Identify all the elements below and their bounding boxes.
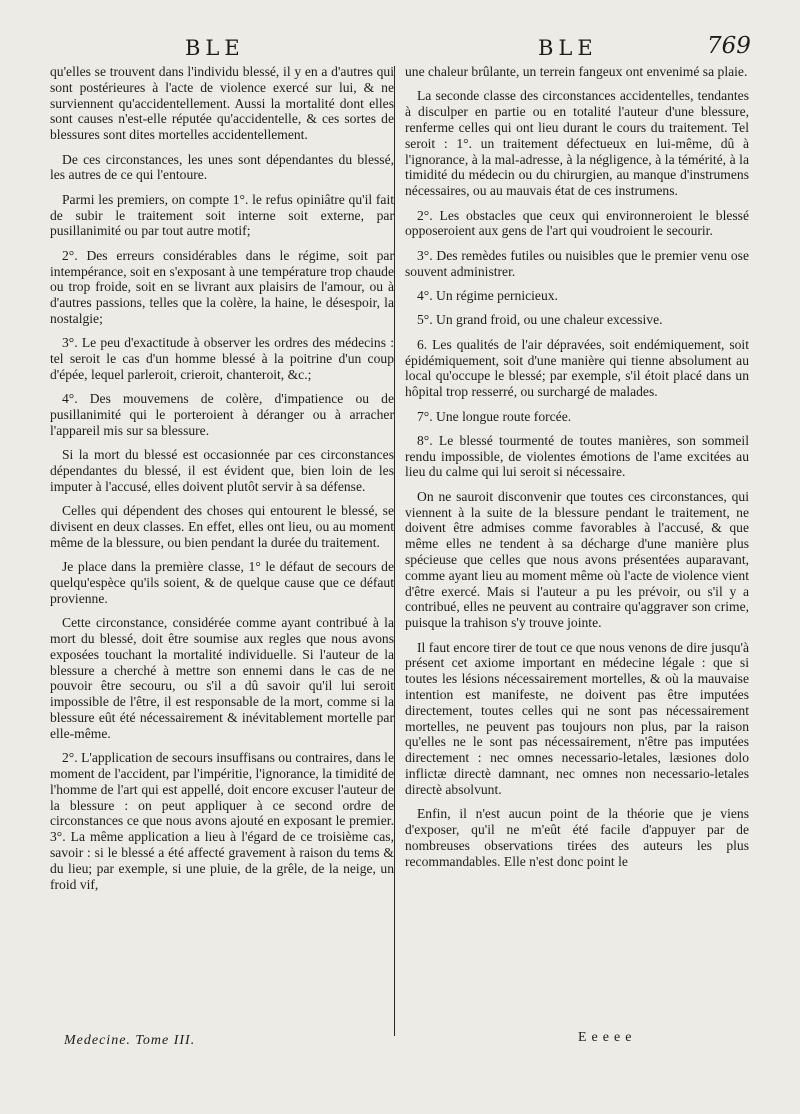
paragraph: De ces circonstances, les unes sont dépendantes du blessé, les autres de ce qui l'entoure. [50,151,394,183]
paragraph: 2°. Les obstacles que ceux qui environneroient le blessé opposeroient aux gens de l'art qui voudroient le secourir. [405,207,749,239]
paragraph: 3°. Des remèdes futiles ou nuisibles que le premier venu ose souvent administrer. [405,247,749,279]
paragraph: Si la mort du blessé est occasionnée par ces circonstances dépendantes du blessé, il est évident que, bien loin de les imputer à l'accusé, elles doivent plutôt servir à sa défense. [50,447,394,494]
left-column [50,64,394,901]
paragraph: 8°. Le blessé tourmenté de toutes manières, son sommeil rendu impossible, de violentes émotions de l'ame excitées au lieu du calme qui lui seroit si nécessaire. [405,432,749,480]
right-column [405,64,749,878]
paragraph: 4°. Des mouvemens de colère, d'impatience ou de pusillanimité qui le porteroient à déranger ou à arracher l'appareil mis sur sa blessure. [50,391,394,438]
paragraph: On ne sauroit disconvenir que toutes ces circonstances, qui viennent à la suite de la blessure pendant le traitement, ne doivent être admises comme favorables à l'accusé, & que même elles ne tendent à sa décharge d'une manière plus spécieuse que celles que nous avons présentées auparavant, comme ayant lieu au moment même où l'acte de violence vient d'être exercé. Mais si l'auteur a pu les prévoir, ou s'il y a contribué, elles ne peuvent au contraire qu'aggraver son crime, puisque la trahison s'y trouve jointe. [405,488,749,631]
paragraph: 2°. L'application de secours insuffisans ou contraires, dans le moment de l'accident, par l'impéritie, l'ignorance, la timidité de l'homme de l'art qui est appellé, doit encore excuser l'auteur de la blessure : on peut appliquer à ce second ordre de circonstances ce que nous avons ajouté en exposant le premier. 3°. La même application a lieu à l'égard de ce troisième cas, savoir : si le blessé a été affecté gravement à raison du tems & du lieu; par exemple, si une pluie, de la grêle, de la neige, un froid vif, [50,750,394,892]
paragraph: Je place dans la première classe, 1° le défaut de secours de quelqu'espèce qu'ils soient, & de quelque cause que ce défaut provienne. [50,559,394,606]
paragraph: La seconde classe des circonstances accidentelles, tendantes à disculper en partie ou en totalité l'auteur d'une blessure, renferme celles qui ont lieu durant le cours du traitement. Tel seroit : 1°. un traitement défectueux en lui-même, dû à l'ignorance, à la mal-adresse, à la négligence, à la témérité, à la timidité du médecin ou du chirurgien, au manque d'instrumens nécessaires, ou au mauvais état de ces instrumens. [405,88,749,199]
paragraph: 5°. Un grand froid, ou une chaleur excessive. [417,312,663,328]
right-running-head: BLE [538,36,598,60]
paragraph: 3°. Le peu d'exactitude à observer les ordres des médecins : tel seroit le cas d'un homme blessé à la poitrine d'un coup d'épée, lequel parleroit, crieroit, chanteroit, &c.; [50,335,394,382]
paragraph: 4°. Un régime pernicieux. [417,287,558,303]
paragraph: Parmi les premiers, on compte 1°. le refus opiniâtre qu'il fait de subir le traitement soit interne soit externe, par pusillanimité ou par tout autre motif; [50,191,394,239]
paragraph: qu'elles se trouvent dans l'individu blessé, il y en a d'autres qui sont postérieures à l'acte de violence exercé sur lui, & ne surviennent qu'accidentellement. Aussi la mortalité dont elles sont causes n'est-elle réputée qu'accidentelle, & ces sortes de blessures sont dites mortelles accidentellement. [50,64,394,143]
paragraph: Il faut encore tirer de tout ce que nous venons de dire jusqu'à présent cet axiome important en médecine légale : que si toutes les lésions nécessairement mortelles, & où la mauvaise intention est manifeste, ne doivent pas être imputées directement, toutes celles qui ne sont pas nécessairement mortelles, ne peuvent pas toujours non plus, par la raison qu'elles ne le sont pas nécessairement, n'être pas imputées directement : nec omnes necessario-letales, læsiones dolo inflictæ directè damnant, nec omnes non necessario-letales directè absolvunt. [405,639,749,797]
paragraph: 7°. Une longue route forcée. [417,408,572,424]
paragraph: 2°. Des erreurs considérables dans le régime, soit par intempérance, soit en s'exposant à une température trop chaude ou trop froide, soit en se livrant aux plaisirs de l'amour, ou à d'autres passions, telles que la colère, la haine, le désespoir, la nostalgie; [50,247,394,326]
paragraph: Celles qui dépendent des choses qui entourent le blessé, se divisent en deux classes. En effet, elles ont lieu, ou au moment même de la blessure, ou bien pendant la durée du traitement. [50,503,394,550]
volume-title: Medecine. Tome III. [64,1033,196,1048]
paragraph: une chaleur brûlante, un terrein fangeux ont envenimé sa plaie. [405,64,748,79]
signature-mark: Eeeee [578,1030,637,1045]
column-divider [394,66,395,1036]
paragraph: Enfin, il n'est aucun point de la théorie que je viens d'exposer, qu'il ne m'eût été facile d'appuyer par de nombreuses observations tirées des auteurs les plus recommandables. Elle n'est donc point le [405,806,749,869]
running-header [0,33,800,66]
paragraph: Cette circonstance, considérée comme ayant contribué à la mort du blessé, doit être soumise aux regles que nous avons exposées touchant la mortalité individuelle. Si l'auteur de la blessure a cherché à mettre son ennemi dans le cas de ne pouvoir être secouru, ou s'il a dû savoir qu'il lui seroit impossible de l'être, il est responsable de la mort, comme si la blessure eût été nécessairement & inévitablement mortelle par elle-même. [50,615,394,741]
page-number: 769 [707,33,751,59]
left-running-head: BLE [185,36,245,60]
paragraph: 6. Les qualités de l'air dépravées, soit endémiquement, soit épidémiquement, soit d'une manière qui tienne absolument au local qu'occupe le blessé; par exemple, s'il étoit placé dans un hôpital trop resserré, ou surchargé de malades. [405,336,749,400]
